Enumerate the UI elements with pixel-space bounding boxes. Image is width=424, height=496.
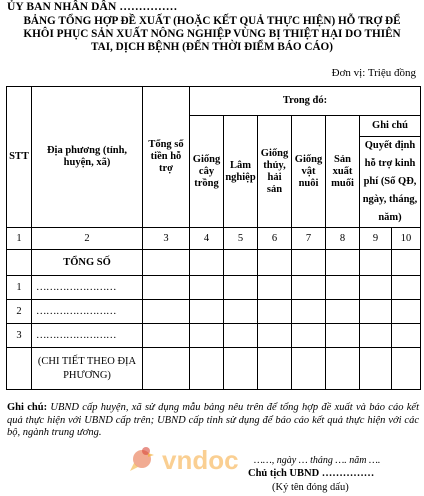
header-total-support: Tổng số tiền hỗ trợ xyxy=(143,87,190,228)
column-number: 10 xyxy=(392,228,421,250)
watermark-text: vndoc xyxy=(162,445,239,475)
column-number: 5 xyxy=(224,228,258,250)
rooster-icon xyxy=(130,447,154,471)
header-livestock: Giống vật nuôi xyxy=(292,116,326,228)
agency-line: ỦY BAN NHÂN DÂN …………… xyxy=(7,1,178,13)
column-number: 4 xyxy=(190,228,224,250)
column-number: 6 xyxy=(258,228,292,250)
header-locality: Địa phương (tỉnh, huyện, xã) xyxy=(32,87,143,228)
table-row xyxy=(7,276,421,300)
detail-label: (CHI TIẾT THEO ĐỊA PHƯƠNG) xyxy=(32,348,143,390)
title-line: KHÔI PHỤC SẢN XUẤT NÔNG NGHIỆP VÙNG BỊ THIỆT HẠI DO THIÊN xyxy=(23,28,401,40)
row-stt: 2 xyxy=(7,300,32,324)
seal-note: (Ký tên đóng dấu) xyxy=(272,482,349,493)
row-locality: …………………… xyxy=(32,276,143,300)
column-number: 3 xyxy=(143,228,190,250)
total-row xyxy=(7,250,421,276)
column-number: 2 xyxy=(32,228,143,250)
header-salt: Sản xuất muối xyxy=(326,116,360,228)
detail-row xyxy=(7,348,421,390)
report-table xyxy=(6,86,421,390)
header-aquatic: Giống thủy, hải sản xyxy=(258,116,292,228)
header-notes-decision: Quyết định hỗ trợ kinh phí (Số QĐ, ngày, tháng, năm) xyxy=(360,137,421,228)
row-stt: 1 xyxy=(7,276,32,300)
table-row xyxy=(7,300,421,324)
title-line: TAI, DỊCH BỆNH (ĐẾN THỜI ĐIỂM BÁO CÁO) xyxy=(90,41,333,53)
document-title xyxy=(0,15,424,54)
row-locality: …………………… xyxy=(32,324,143,348)
header-forestry: Lâm nghiệp xyxy=(224,116,258,228)
column-number: 7 xyxy=(292,228,326,250)
row-stt: 3 xyxy=(7,324,32,348)
signer: Chủ tịch UBND …………… xyxy=(248,468,375,479)
date-line: ……, ngày … tháng …. năm …. xyxy=(254,455,381,466)
table-row xyxy=(7,324,421,348)
total-label: TỔNG SỐ xyxy=(32,250,143,276)
column-number: 8 xyxy=(326,228,360,250)
footnote-text: UBND cấp huyện, xã sử dụng mẫu bảng nêu trên để tổng hợp đề xuất và báo cáo kết quả thực hiện với UBND cấp trên; UBND cấp tỉnh sử dụng để báo cáo kết quả thực hiện với các bộ, ngành trung ương. xyxy=(7,402,419,438)
column-number: 1 xyxy=(7,228,32,250)
row-locality: …………………… xyxy=(32,300,143,324)
title-line: BẢNG TỔNG HỢP ĐỀ XUẤT (HOẶC KẾT QUẢ THỰC HIỆN) HỖ TRỢ ĐỂ xyxy=(23,15,401,27)
footnote xyxy=(7,402,419,440)
header-seed-crops: Giống cây trồng xyxy=(190,116,224,228)
footnote-label: Ghi chú: xyxy=(7,402,48,413)
header-group: Trong đó: xyxy=(190,87,421,116)
column-number: 9 xyxy=(360,228,392,250)
header-stt: STT xyxy=(7,87,32,228)
header-notes: Ghi chú xyxy=(360,116,421,137)
unit-label: Đơn vị: Triệu đồng xyxy=(331,67,416,79)
